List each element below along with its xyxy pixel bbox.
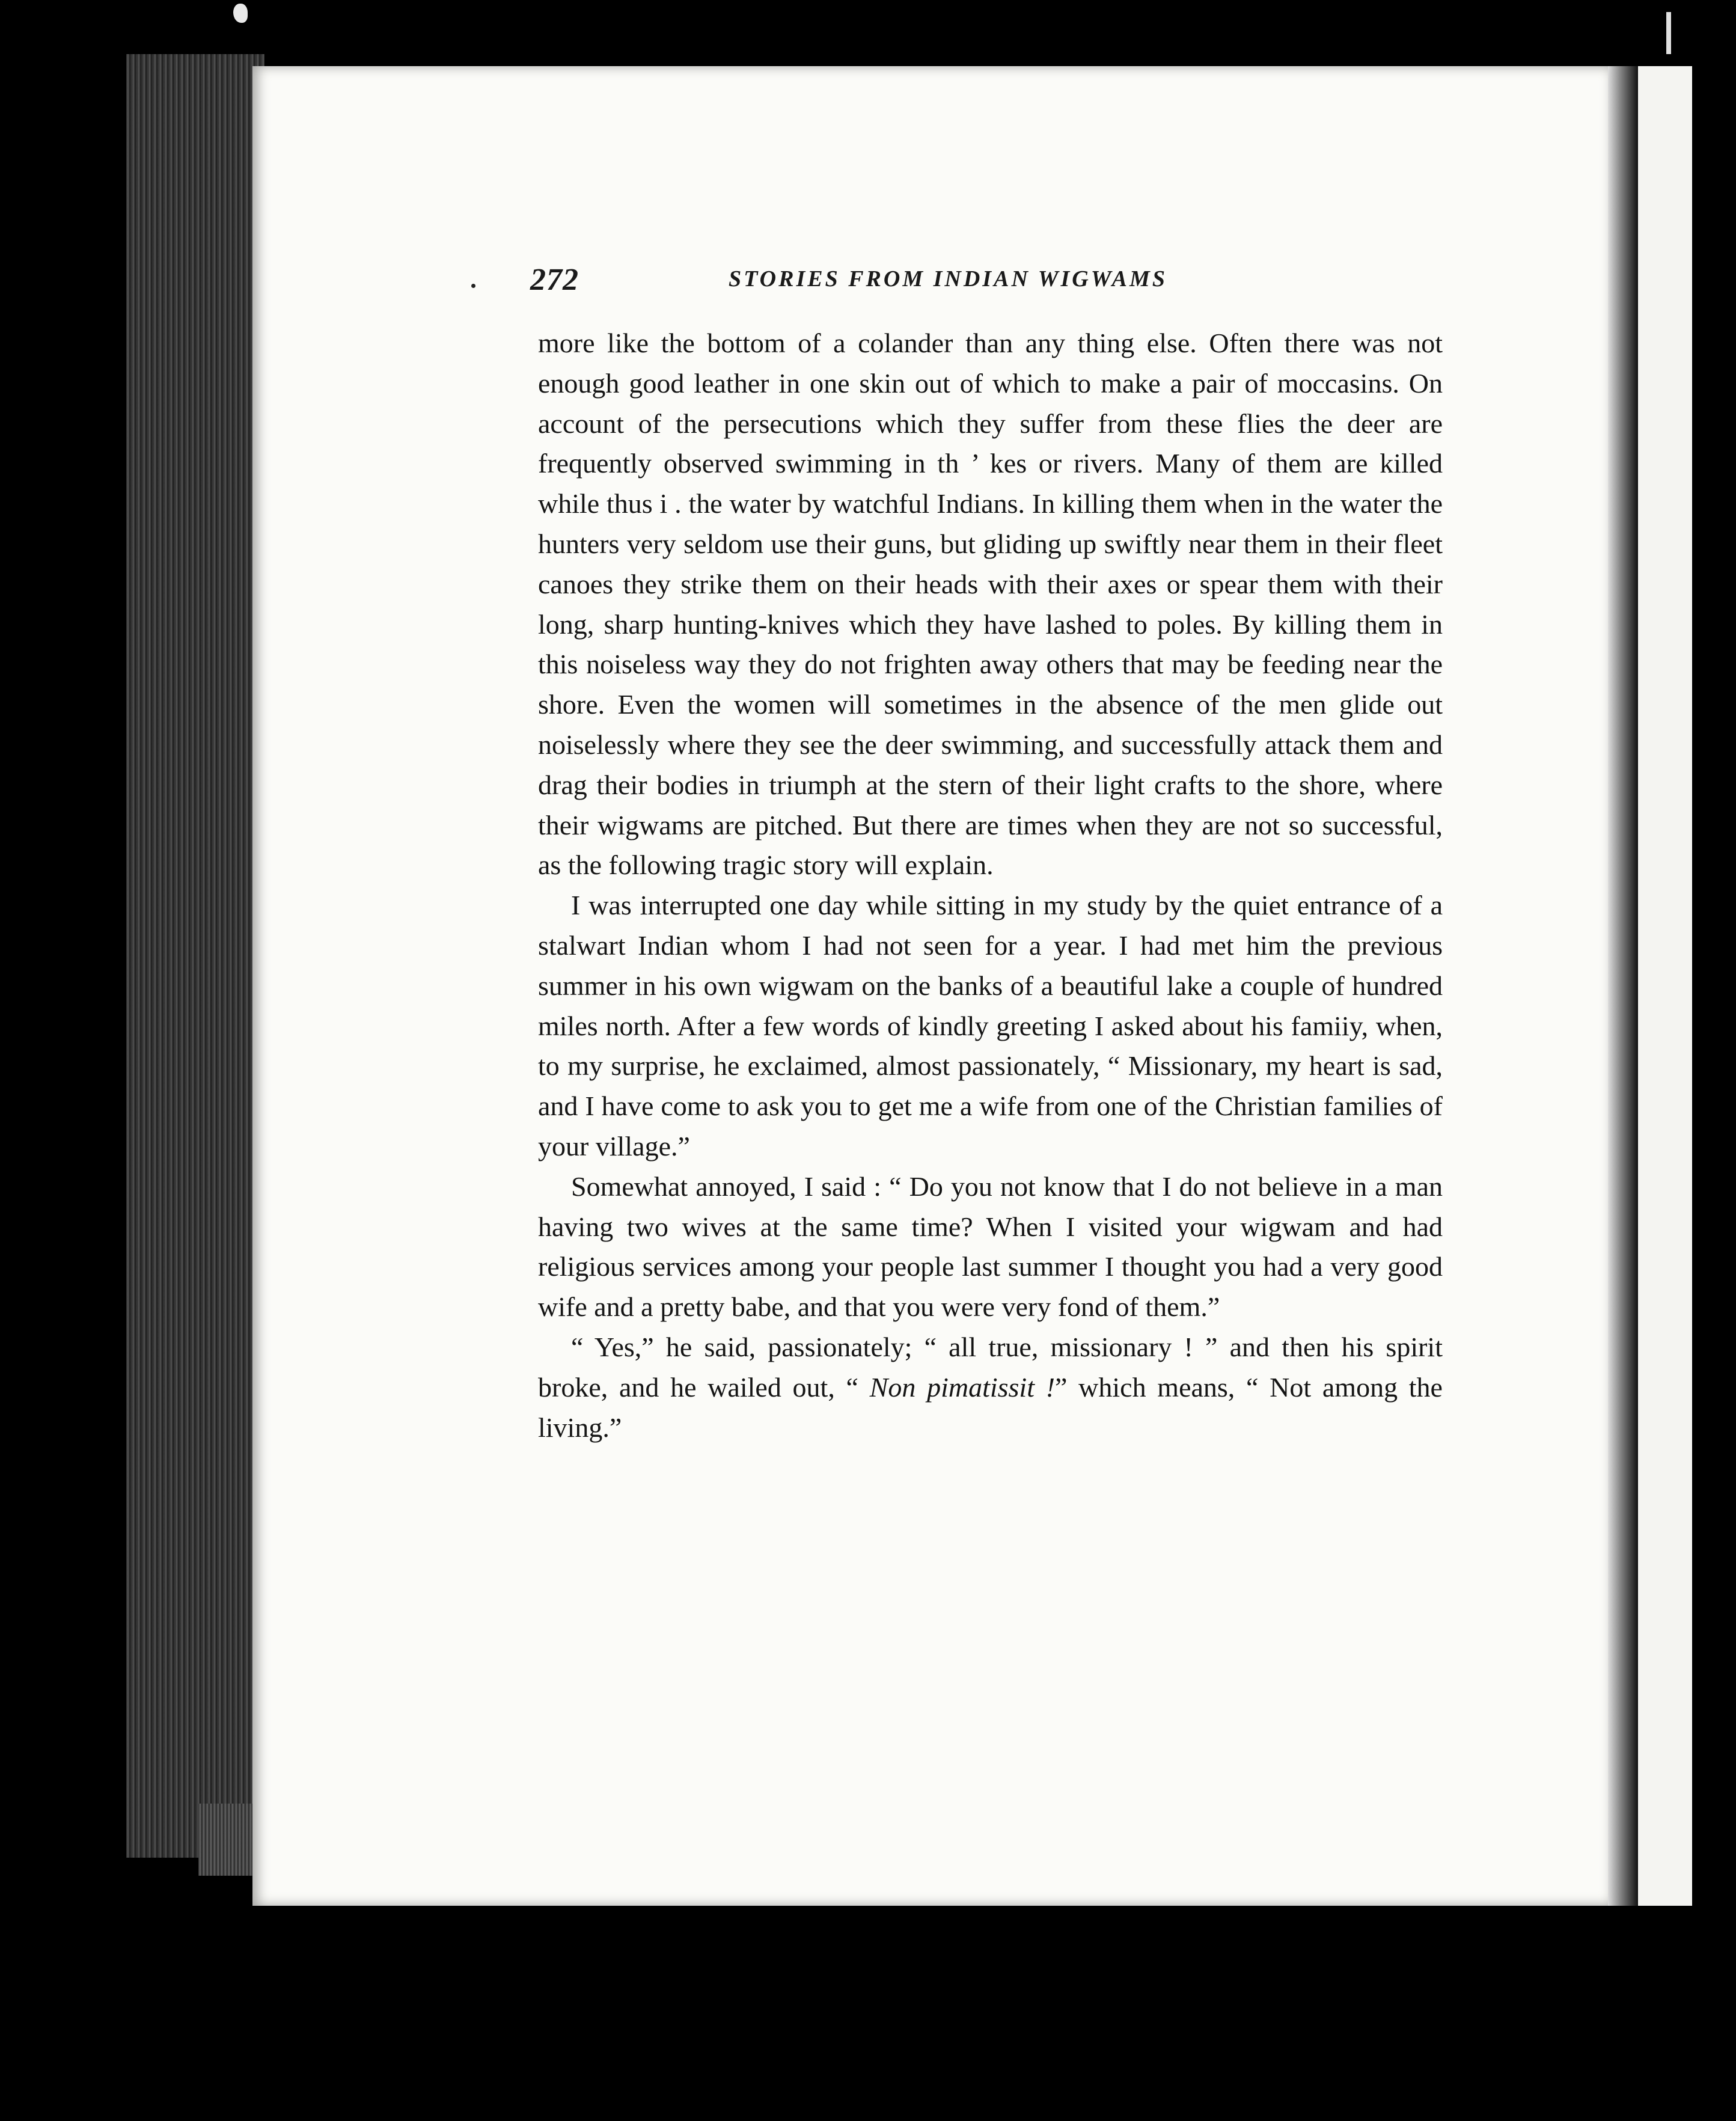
paragraph-4-after: ” which means, “ Not among the living.” <box>538 1371 1443 1443</box>
book-gutter <box>1608 66 1638 1906</box>
page-header <box>530 262 1282 304</box>
native-phrase: Non pimatissit ! <box>869 1371 1056 1403</box>
paragraph-1: more like the bottom of a colander than any thing else. Often there was not enough good leather in one skin out of which to make a pair of moccasins. On account of the persecutions which they suffer from these flies the deer are frequently observed swimming in th ’ kes or rivers. Many of them are killed while thus i . the water by watchful Indians. In killing them when in the water the hunters very seldom use their guns, but gliding up swiftly near them in their fleet canoes they strike them on their heads with their axes or spear them with their long, sharp hunting-knives which they have lashed to poles. By killing them in this noiseless way they do not frighten away others that may be feeding near the shore. Even the women will sometimes in the absence of the men glide out noiselessly where they see the deer swimming, and successfully attack them and drag their bodies in triumph at the stern of their light crafts to the shore, where their wigwams are pitched. But there are times when they are not so successful, as the following tragic story will explain. <box>538 328 1443 881</box>
page-number: 272 <box>530 263 579 297</box>
paragraph-3: Somewhat annoyed, I said : “ Do you not know that I do not believe in a man having two wives at the same time? When I visited your wigwam and had religious services among your people last summer I thought you had a very good wife and a pretty babe, and that you were very fond of them.” <box>538 1171 1443 1323</box>
running-head: STORIES FROM INDIAN WIGWAMS <box>729 266 1167 292</box>
margin-dot <box>471 284 475 288</box>
scan-corner-mark-right <box>1666 12 1671 54</box>
paragraph-2: I was interrupted one day while sitting in my study by the quiet entrance of a stalwart Indian whom I had not seen for a year. I had met him the previous summer in his own wigwam on the banks of a beautiful lake a couple of hundred miles north. After a few words of kindly greeting I asked about his famiiy, when, to my surprise, he exclaimed, almost passionately, “ Missionary, my heart is sad, and I have come to ask you to get me a wife from one of the Christian families of your village.” <box>538 890 1443 1162</box>
facing-page-strip <box>1638 66 1692 1906</box>
body-text <box>538 323 1443 1448</box>
paragraph-4-before: “ Yes,” he said, passionately; “ all true, missionary ! ” and then his spirit broke, and he wailed out, “ <box>538 1331 1443 1403</box>
paragraph-4 <box>538 1327 1443 1448</box>
scan-corner-mark <box>233 4 248 23</box>
page-edge-stack <box>126 54 264 1858</box>
